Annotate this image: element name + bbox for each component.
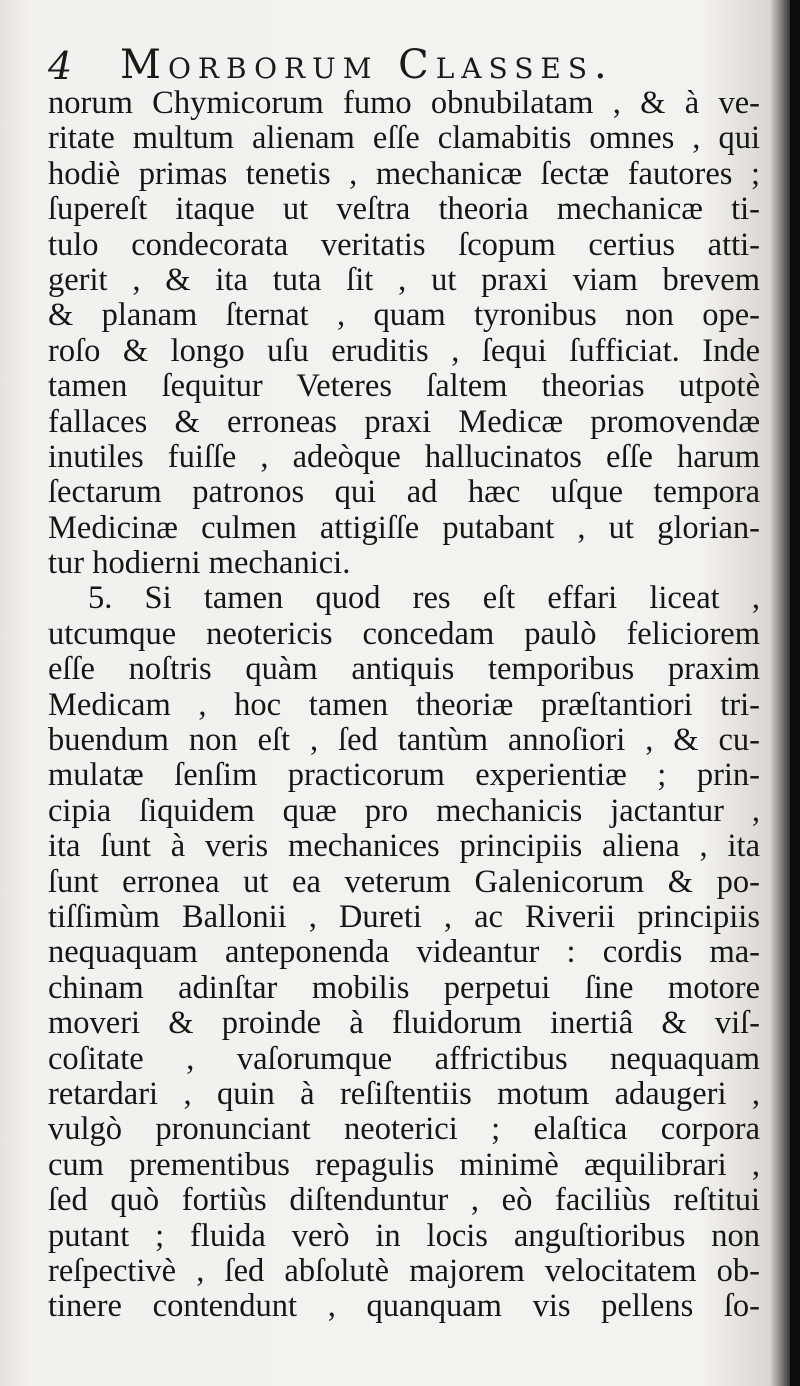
- text-line: tamen ſequitur Veteres ſaltem theorias utpotè: [48, 368, 760, 405]
- text-line: gerit , & ita tuta ſit , ut praxi viam brevem: [48, 261, 760, 298]
- text-line: chinam adinſtar mobilis perpetui ſine motore: [48, 969, 760, 1006]
- text-line: ſunt erronea ut ea veterum Galenicorum & po-: [48, 863, 760, 900]
- text-line: putant ; fluida verò in locis anguſtioribus non: [48, 1217, 760, 1254]
- text-line: fallaces & erroneas praxi Medicæ promovendæ: [48, 403, 760, 440]
- text-line: ritate multum alienam eſſe clamabitis omnes , qui: [48, 120, 760, 157]
- text-line: retardari , quin à reſiſtentiis motum adaugeri ,: [48, 1075, 760, 1112]
- text-line: moveri & proinde à fluidorum inertiâ & viſ-: [48, 1005, 760, 1042]
- text-line: mulatæ ſenſim practicorum experientiæ ; prin-: [48, 757, 760, 794]
- text-line: tinere contendunt , quanquam vis pellens ſo-: [48, 1288, 760, 1325]
- text-line: eſſe noſtris quàm antiquis temporibus praxim: [48, 651, 760, 688]
- text-line: tulo condecorata veritatis ſcopum certius atti-: [48, 226, 760, 263]
- text-line: ſupereſt itaque ut veſtra theoria mechanicæ ti-: [48, 191, 760, 228]
- text-line: hodiè primas tenetis , mechanicæ ſectæ fautores ;: [48, 155, 760, 192]
- text-line: cum prementibus repagulis minimè æquilibrari ,: [48, 1146, 760, 1183]
- body-text: [48, 86, 760, 1325]
- text-line: reſpectivè , ſed abſolutè majorem velocitatem ob-: [48, 1252, 760, 1289]
- text-line: buendum non eſt , ſed tantùm annoſiori , & cu-: [48, 722, 760, 759]
- running-title: Morborum Classes.: [120, 42, 614, 88]
- page-header: [48, 40, 768, 90]
- text-line: utcumque neotericis concedam paulò feliciorem: [48, 615, 760, 652]
- page-number: 4: [48, 44, 73, 88]
- text-line: tur hodierni mechanici.: [48, 545, 351, 582]
- text-line: tiſſimùm Ballonii , Dureti , ac Riverii principiis: [48, 898, 760, 935]
- text-line: Medicinæ culmen attigiſſe putabant , ut glorian-: [48, 509, 760, 546]
- text-line: norum Chymicorum fumo obnubilatam , & à ve-: [48, 85, 760, 121]
- text-line: cipia ſiquidem quæ pro mechanicis jactantur ,: [48, 792, 760, 829]
- text-line: vulgò pronunciant neoterici ; elaſtica corpora: [48, 1111, 760, 1148]
- text-line: ſed quò fortiùs diſtenduntur , eò faciliùs reſtitui: [48, 1182, 760, 1219]
- text-line: nequaquam anteponenda videantur : cordis ma-: [48, 934, 760, 971]
- page-edge-shadow: [790, 0, 800, 1386]
- text-line: & planam ſternat , quam tyronibus non ope-: [48, 297, 760, 334]
- text-line: ita ſunt à veris mechanices principiis aliena , ita: [48, 828, 760, 865]
- text-line: coſitate , vaſorumque affrictibus nequaquam: [48, 1040, 760, 1077]
- text-line: inutiles fuiſſe , adeòque hallucinatos eſſe harum: [48, 438, 760, 475]
- text-line: ſectarum patronos qui ad hæc uſque tempora: [48, 474, 760, 511]
- text-line: roſo & longo uſu eruditis , ſequi ſufficiat. Inde: [48, 332, 760, 369]
- paragraph-start-line: 5. Si tamen quod res eſt effari liceat ,: [88, 580, 760, 617]
- text-line: Medicam , hoc tamen theoriæ præſtantiori tri-: [48, 686, 760, 723]
